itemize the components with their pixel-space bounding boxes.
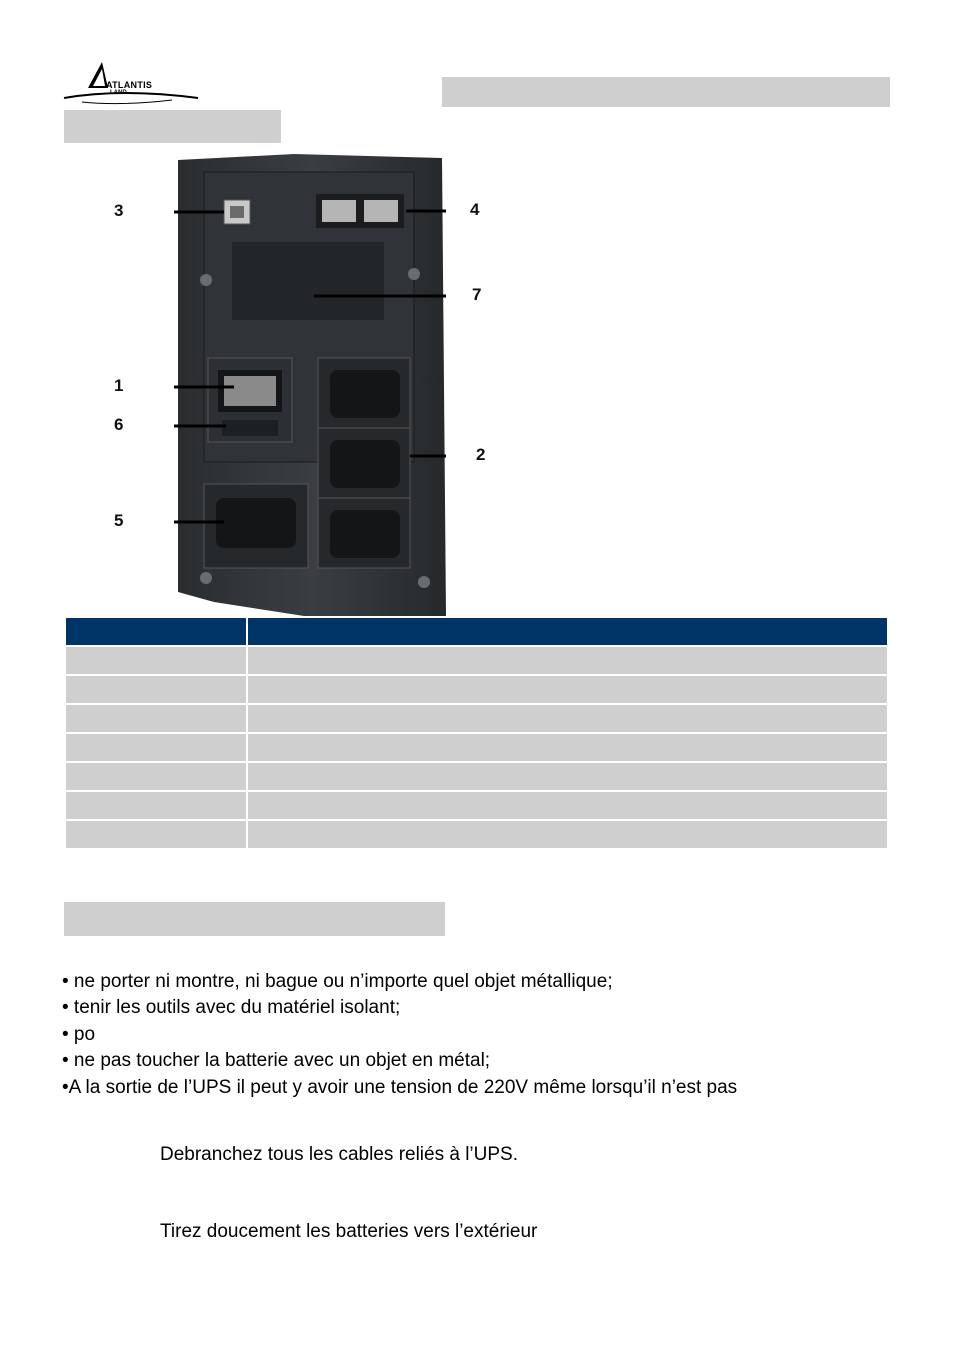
callout-label-7: 7 <box>472 285 482 304</box>
logo-subtext: LAND <box>110 90 127 96</box>
table-cell <box>248 676 887 703</box>
list-item: • ne pas toucher la batterie avec un objet en métal; <box>62 1050 491 1071</box>
table-cell <box>66 792 246 819</box>
table-cell <box>66 821 246 848</box>
list-item: • po <box>62 1024 96 1045</box>
table-cell <box>248 705 887 732</box>
callout-label-3: 3 <box>114 201 124 220</box>
ups-rear-panel-photo <box>174 152 446 616</box>
table-row <box>66 647 887 674</box>
list-item: • tenir les outils avec du matériel isolant; <box>62 997 401 1018</box>
table-row <box>66 821 887 848</box>
logo-text: ATLANTIS <box>106 80 153 90</box>
table-cell <box>66 763 246 790</box>
list-item: •A la sortie de l’UPS il peut y avoir une tension de 220V même lorsqu’il n’est pas <box>62 1077 738 1098</box>
callout-label-2: 2 <box>476 445 486 464</box>
callout-label-5: 5 <box>114 511 124 530</box>
table-cell <box>248 734 887 761</box>
step-text: Debranchez tous les cables reliés à l’UPS. <box>160 1144 519 1165</box>
table-cell <box>66 676 246 703</box>
list-item: • ne porter ni montre, ni bague ou n’importe quel objet métallique; <box>62 971 613 992</box>
table-cell <box>248 821 887 848</box>
table-cell <box>248 647 887 674</box>
header-title-bar <box>442 77 890 107</box>
section-title-bar-2 <box>64 902 445 936</box>
section-title-bar <box>64 110 281 143</box>
table-row <box>66 763 887 790</box>
table-cell <box>66 705 246 732</box>
atlantis-logo <box>62 60 202 110</box>
table-header-row <box>66 618 887 645</box>
callout-label-6: 6 <box>114 415 124 434</box>
callout-label-1: 1 <box>114 376 124 395</box>
step-text: Tirez doucement les batteries vers l’extérieur <box>160 1221 538 1242</box>
table-cell <box>248 763 887 790</box>
table-cell <box>248 792 887 819</box>
table-row <box>66 705 887 732</box>
table-cell <box>66 734 246 761</box>
table-row <box>66 792 887 819</box>
table-header-cell <box>66 618 246 645</box>
callout-label-4: 4 <box>470 200 480 219</box>
table-header-cell <box>248 618 887 645</box>
table-row <box>66 734 887 761</box>
ports-table <box>66 618 887 850</box>
table-cell <box>66 647 246 674</box>
table-row <box>66 676 887 703</box>
